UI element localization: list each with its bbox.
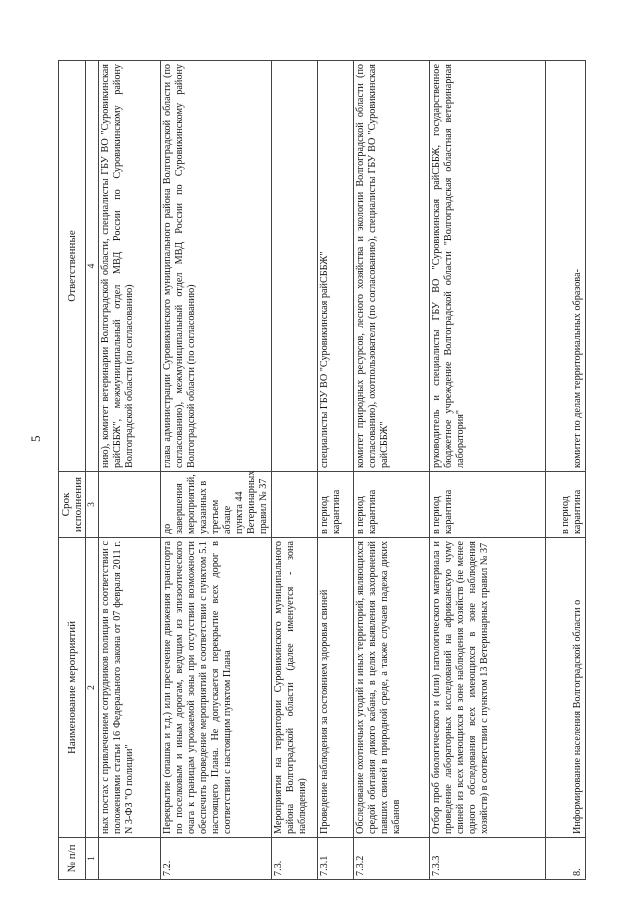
row-responsible bbox=[272, 61, 318, 472]
index-cell: 3 bbox=[86, 472, 99, 538]
row-term: в период карантина bbox=[318, 472, 354, 538]
table-row bbox=[430, 61, 546, 880]
row-responsible: специалисты ГБУ ВО "Суровикинская райСББЖ" bbox=[318, 61, 354, 472]
row-responsible: нию), комитет ветеринарии Волгоградской области, специалисты ГБУ ВО "Суровикинская райСББЖ", межмуниципальный отдел МВД России по Суровикинскому району Волгоградской области (по согласованию) bbox=[99, 61, 161, 472]
row-responsible: комитет по делам территориальных образова- bbox=[546, 61, 586, 472]
table-row bbox=[272, 61, 318, 880]
row-number bbox=[99, 838, 161, 880]
table-header-row bbox=[59, 61, 86, 880]
page-number: 5 bbox=[28, 435, 43, 442]
rotated-table-sheet bbox=[58, 60, 628, 880]
table-row bbox=[99, 61, 161, 880]
table-row bbox=[354, 61, 430, 880]
row-term: в период карантина bbox=[430, 472, 546, 538]
row-responsible: глава администрации Суровикинского муниципального района Волгоградской области (по согласованию), межмуниципальный отдел МВД России по Суровикинскому району Волгоградской области (по согласованию) bbox=[161, 61, 272, 472]
table-row bbox=[546, 61, 586, 880]
row-activity: Мероприятия на территории Суровикинского муниципального района Волгоградской области (далее именуется - зона наблюдения) bbox=[272, 538, 318, 838]
row-activity: Перекрытие (опашка и т.д.) или пресечение движения транспорта по поселковым и иным дорогам, ведущим из эпизоотического очага к границам угрожаемой зоны при отсутствии возможности обеспечить проведение мероприятий в соответствии с пунктом 5.1 настоящего Плана. Не допускается перекрытие всех дорог в соответствии с настоящим пунктом Плана bbox=[161, 538, 272, 838]
row-activity: ных постах с привлечением сотрудников полиции в соответствии с положениями статьи 16 Федерального закона от 07 февраля 2011 г. N 3-ФЗ "О полиции" bbox=[99, 538, 161, 838]
table-row bbox=[161, 61, 272, 880]
row-responsible: комитет природных ресурсов, лесного хозяйства и экологии Волгоградской области (по согласованию), охотпользователи (по согласованию), специалисты ГБУ ВО "Суровикинская райСББЖ" bbox=[354, 61, 430, 472]
header-responsible: Ответственные bbox=[59, 61, 86, 472]
header-term: Срок исполнения bbox=[59, 472, 86, 538]
row-term: до завершения мероприятий, указанных в третьем абзаце пункта 44 Ветеринарных правил № 37 bbox=[161, 472, 272, 538]
row-term: в период карантина bbox=[354, 472, 430, 538]
row-number: 7.2. bbox=[161, 838, 272, 880]
row-responsible: руководитель и специалисты ГБУ ВО "Суровикинская райСББЖ, государственное бюджетное учреждение Волгоградской области "Волгоградская областная ветеринарная лаборатория" bbox=[430, 61, 546, 472]
index-cell: 4 bbox=[86, 61, 99, 472]
header-num: № п/п bbox=[59, 838, 86, 880]
index-cell: 1 bbox=[86, 838, 99, 880]
row-term bbox=[272, 472, 318, 538]
index-cell: 2 bbox=[86, 538, 99, 838]
activities-table bbox=[58, 60, 586, 880]
table-index-row bbox=[86, 61, 99, 880]
header-name: Наименование мероприятий bbox=[59, 538, 86, 838]
row-term: в период карантина bbox=[546, 472, 586, 538]
row-number: 7.3. bbox=[272, 838, 318, 880]
row-number: 8. bbox=[546, 838, 586, 880]
row-number: 7.3.1 bbox=[318, 838, 354, 880]
row-number: 7.3.2 bbox=[354, 838, 430, 880]
table-row bbox=[318, 61, 354, 880]
row-activity: Отбор проб биологического и (или) патологического материала и проведение лабораторных исследований на африканскую чуму свиней из всех имеющихся в зоне наблюдения хозяйств (не менее одного обследования всех имеющихся в зоне наблюдения хозяйств) в соответствии с пунктом 13 Ветеринарных правил № 37 bbox=[430, 538, 546, 838]
row-number: 7.3.3 bbox=[430, 838, 546, 880]
row-term bbox=[99, 472, 161, 538]
row-activity: Информирование населения Волгоградской области о bbox=[546, 538, 586, 838]
row-activity: Проведение наблюдения за состоянием здоровья свиней bbox=[318, 538, 354, 838]
row-activity: Обследование охотничьих угодий и иных территорий, являющихся средой обитания дикого кабана, в целях выявления захоронений павших свиней в природной среде, а также случаев падежа диких кабанов bbox=[354, 538, 430, 838]
